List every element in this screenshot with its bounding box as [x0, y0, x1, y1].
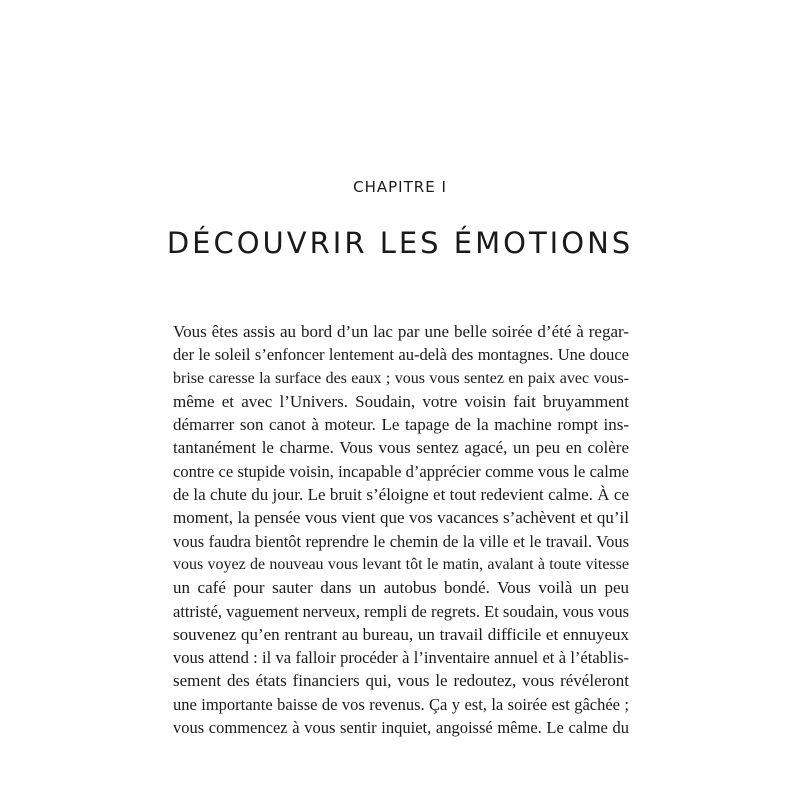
text-line: vous faudra bientôt reprendre le chemin de la ville et le travail. Vous — [173, 531, 629, 551]
text-line: tantanément le charme. Vous vous sentez agacé, un peu en colère — [173, 438, 629, 458]
text-line: souvenez qu’en rentrant au bureau, un travail difficile et ennuyeux — [173, 624, 629, 644]
text-line: un café pour sauter dans un autobus bondé. Vous voilà un peu — [173, 578, 629, 598]
text-line: de la chute du jour. Le bruit s’éloigne et tout redevient calme. À ce — [173, 485, 629, 505]
text-line: der le soleil s’enfoncer lentement au-delà des montagnes. Une douce — [173, 345, 629, 365]
text-line: démarrer son canot à moteur. Le tapage de la machine rompt ins- — [173, 415, 629, 435]
text-line: attristé, vaguement nerveux, rempli de regrets. Et soudain, vous vous — [173, 601, 629, 621]
text-line: moment, la pensée vous vient que vos vacances s’achèvent et qu’il — [173, 508, 629, 528]
text-line: vous commencez à vous sentir inquiet, angoissé même. Le calme du — [173, 718, 629, 738]
text-line: sement des états financiers qui, vous le redoutez, vous révéleront — [173, 671, 629, 691]
text-line: Vous êtes assis au bord d’un lac par une belle soirée d’été à regar- — [173, 322, 629, 341]
text-line: brise caresse la surface des eaux ; vous vous sentez en paix avec vous- — [173, 369, 629, 387]
body-paragraph — [173, 320, 629, 739]
chapter-title: DÉCOUVRIR LES ÉMOTIONS — [166, 226, 634, 260]
text-line: une importante baisse de vos revenus. Ça y est, la soirée est gâchée ; — [173, 694, 629, 714]
chapter-label: CHAPITRE I — [353, 178, 447, 196]
text-line: vous attend : il va falloir procéder à l’inventaire annuel et à l’établis- — [173, 648, 629, 668]
text-line: même et avec l’Univers. Soudain, votre voisin fait bruyamment — [173, 391, 629, 411]
text-line: vous voyez de nouveau vous levant tôt le matin, avalant à toute vitesse — [173, 555, 629, 573]
text-line: contre ce stupide voisin, incapable d’apprécier comme vous le calme — [173, 461, 629, 481]
